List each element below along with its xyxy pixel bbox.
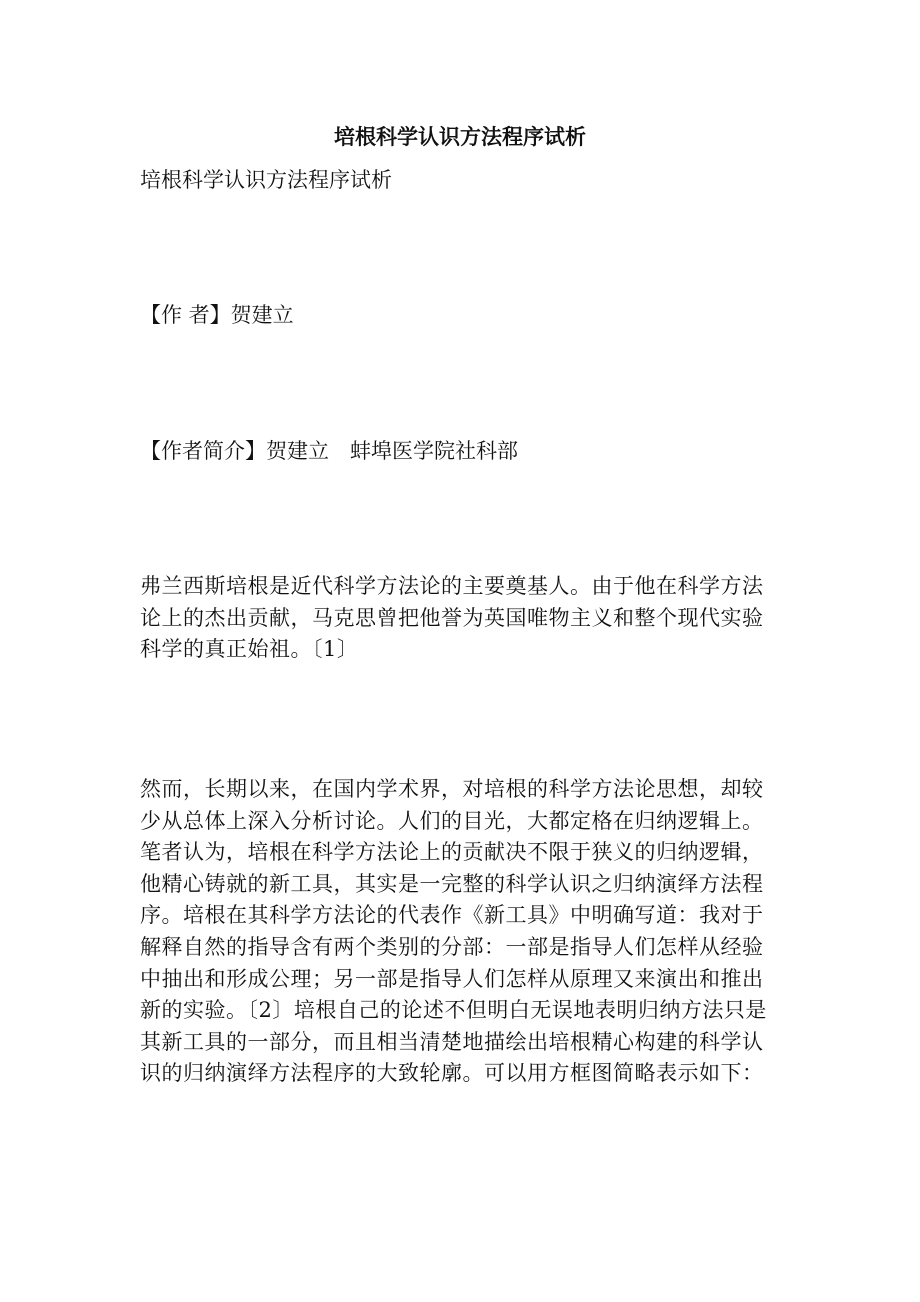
document-subtitle: 培根科学认识方法程序试析 [140,168,392,192]
paragraph-main: 然而，长期以来，在国内学术界，对培根的科学方法论思想，却较少从总体上深入分析讨论。人们的目光，大都定格在归纳逻辑上。笔者认为，培根在科学方法论上的贡献决不限于狭义的归纳逻辑，他精心铸就的新工具，其实是一完整的科学认识之归纳演绎方法程序。培根在其科学方法论的代表作《新工具》中明确写道：我对于解释自然的指导含有两个类别的分部：一部是指导人们怎样从经验中抽出和形成公理；另一部是指导人们怎样从原理又来演出和推出新的实验。〔2〕培根自己的论述不但明白无误地表明归纳方法只是其新工具的一部分，而且相当清楚地描绘出培根精心构建的科学认识的归纳演绎方法程序的大致轮廓。可以用方框图简略表示如下： [140,777,767,1086]
author-bio-line: 【作者简介】贺建立 蚌埠医学院社科部 [140,439,518,463]
author-line: 【作 者】贺建立 [140,303,294,327]
document-title: 培根科学认识方法程序试析 [334,124,586,149]
paragraph-intro: 弗兰西斯培根是近代科学方法论的主要奠基人。由于他在科学方法论上的杰出贡献，马克思曾把他誉为英国唯物主义和整个现代实验科学的真正始祖。〔1〕 [140,574,764,662]
